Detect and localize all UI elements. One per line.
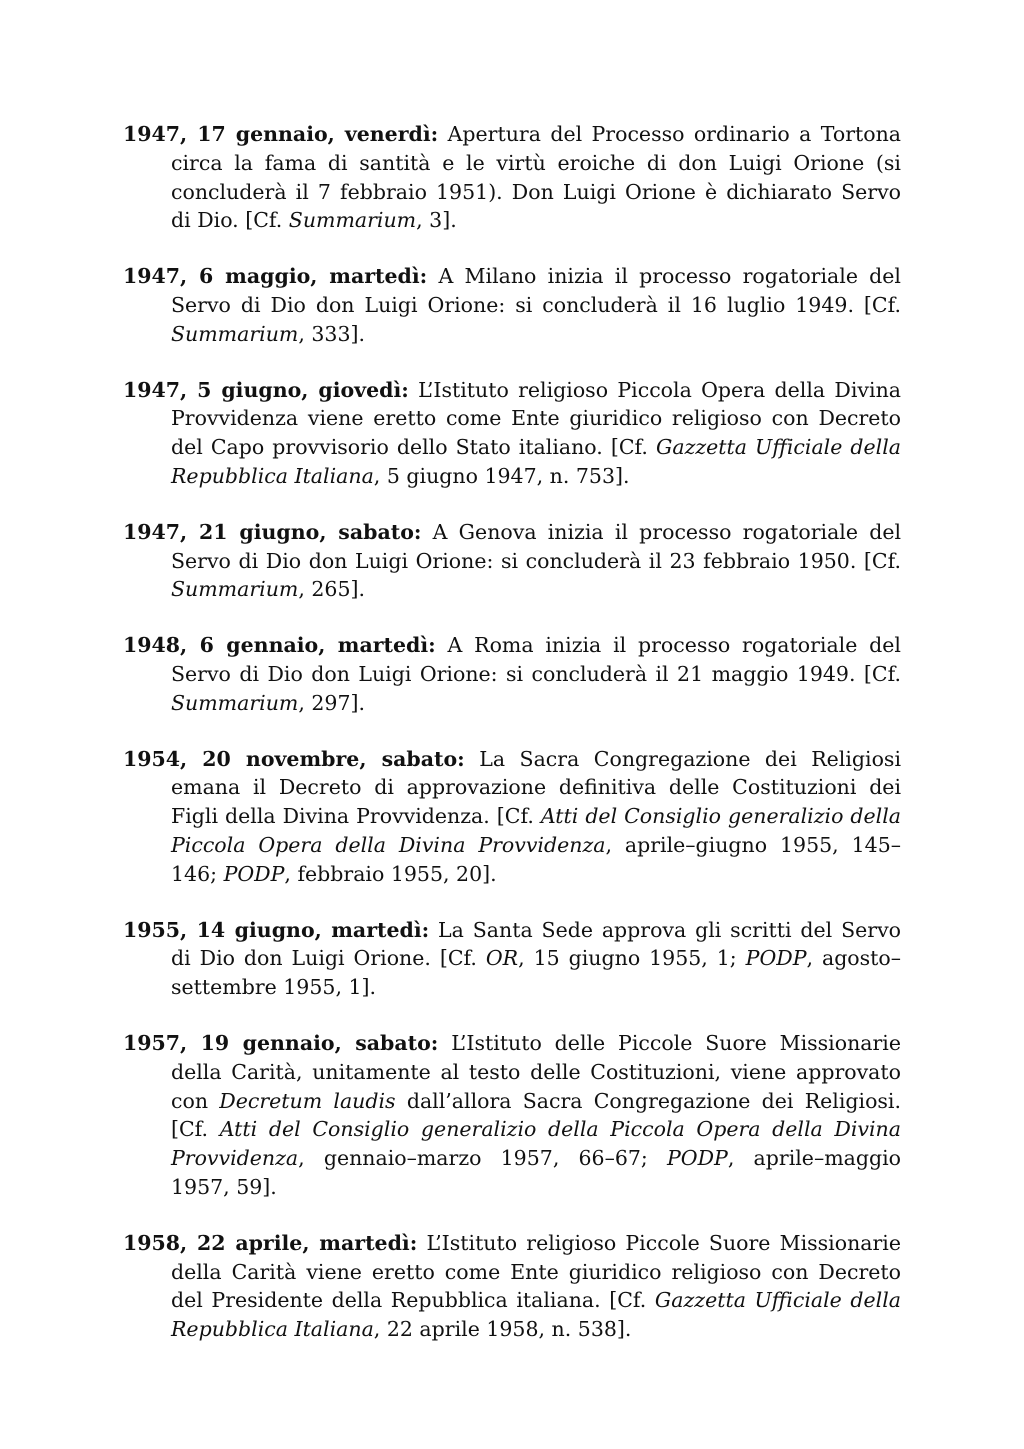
entry-text-segment: , 22 aprile 1958, n. 538]. xyxy=(373,1317,632,1342)
entry-text-segment: A Roma inizia il processo rogatoriale del Servo di Dio don Luigi Orione: si concluderà il 21 maggio 1949. [Cf. xyxy=(171,633,901,686)
chronology-entry xyxy=(123,745,901,889)
entry-text-segment: , aprile–maggio 1957, 59]. xyxy=(171,1146,901,1199)
entry-text-segment: , 5 giugno 1947, n. 753]. xyxy=(373,463,630,488)
entry-date: 1947, 6 maggio, martedì: xyxy=(123,264,428,289)
document-page xyxy=(123,120,901,1371)
entry-text xyxy=(171,1031,901,1199)
entry-text-segment: L’Istituto delle Piccole Suore Missionarie della Carità, unitamente al testo delle Costituzioni, viene approvato con xyxy=(171,1030,901,1113)
entry-text-segment: , gennaio–marzo 1957, 66–67; xyxy=(298,1146,668,1171)
entry-citation-italic: PODP xyxy=(223,861,285,886)
entry-citation-italic: Summarium xyxy=(171,577,299,602)
entry-citation-italic: Atti del Consiglio generalizio della Piccola Opera della Divina Provvidenza xyxy=(171,804,902,857)
entry-text-segment: , 3]. xyxy=(416,208,457,233)
entry-date: 1958, 22 aprile, martedì: xyxy=(123,1230,418,1255)
entry-date: 1947, 21 giugno, sabato: xyxy=(123,519,422,544)
entry-date: 1957, 19 gennaio, sabato: xyxy=(123,1030,439,1055)
entry-text-segment: dall’allora Sacra Congregazione dei Religiosi. [Cf. xyxy=(171,1088,902,1142)
entry-text-segment: La Sacra Congregazione dei Religiosi emana il Decreto di approvazione definitiva delle Costituzioni dei Figli della Divina Provvidenza. [Cf. xyxy=(171,746,902,829)
entry-text-segment: A Genova inizia il processo rogatoriale del Servo di Dio don Luigi Orione: si concluderà il 23 febbraio 1950. [Cf. xyxy=(171,519,902,573)
chronology-entry xyxy=(123,916,901,1002)
entry-citation-italic: Gazzetta Ufficiale della Repubblica Italiana xyxy=(171,435,901,488)
entry-citation-italic: Summarium xyxy=(171,690,299,715)
entry-text-segment: , febbraio 1955, 20]. xyxy=(284,861,497,886)
entry-date: 1948, 6 gennaio, martedì: xyxy=(123,633,436,658)
chronology-entry xyxy=(123,120,901,235)
entry-citation-italic: PODP xyxy=(667,1146,728,1171)
entry-text-segment: , 15 giugno 1955, 1; xyxy=(518,946,746,971)
chronology-entry xyxy=(123,1229,901,1344)
chronology-entry xyxy=(123,518,901,604)
chronology-entry xyxy=(123,1029,901,1202)
entry-text-segment: , 297]. xyxy=(298,690,366,715)
entry-text-segment: , 265]. xyxy=(298,577,366,602)
entry-text-segment: Apertura del Processo ordinario a Tortona circa la fama di santità e le virtù eroiche di don Luigi Orione (si concluderà il 7 febbraio 1951). Don Luigi Orione è dichiarato Servo di Dio. [Cf. xyxy=(171,122,902,233)
entry-text-segment: , 333]. xyxy=(298,321,366,346)
entry-text-segment: , agosto–settembre 1955, 1]. xyxy=(171,946,902,1000)
entry-text-segment: La Santa Sede approva gli scritti del Servo di Dio don Luigi Orione. [Cf. xyxy=(171,917,901,971)
entry-citation-italic: Summarium xyxy=(171,321,299,346)
chronology-entry xyxy=(123,376,901,491)
entry-citation-italic: Summarium xyxy=(288,208,417,233)
entry-text-segment: A Milano inizia il processo rogatoriale del Servo di Dio don Luigi Orione: si concluderà il 16 luglio 1949. [Cf. xyxy=(171,264,901,317)
chronology-entry xyxy=(123,262,901,348)
entry-date: 1955, 14 giugno, martedì: xyxy=(123,917,430,942)
entry-text-segment: L’Istituto religioso Piccola Opera della Divina Provvidenza viene eretto come Ente giuridico religioso con Decreto del Capo provvisorio dello Stato italiano. [Cf. xyxy=(171,377,901,460)
entry-citation-italic: OR xyxy=(485,946,519,971)
entry-text-segment: , aprile–giugno 1955, 145–146; xyxy=(171,832,901,886)
entry-date: 1947, 17 gennaio, venerdì: xyxy=(123,122,439,146)
entry-date: 1947, 5 giugno, giovedì: xyxy=(123,377,409,402)
entry-citation-italic: Decretum laudis xyxy=(219,1088,396,1113)
chronology-entry xyxy=(123,631,901,717)
entry-citation-italic: Gazzetta Ufficiale della Repubblica Italiana xyxy=(171,1288,901,1342)
entry-text-segment: L’Istituto religioso Piccole Suore Missionarie della Carità viene eretto come Ente giuridico religioso con Decreto del Presidente della Repubblica italiana. [Cf. xyxy=(171,1230,901,1313)
entry-citation-italic: PODP xyxy=(745,946,807,971)
entry-date: 1954, 20 novembre, sabato: xyxy=(123,746,465,771)
entry-citation-italic: Atti del Consiglio generalizio della Piccola Opera della Divina Provvidenza xyxy=(171,1117,901,1171)
